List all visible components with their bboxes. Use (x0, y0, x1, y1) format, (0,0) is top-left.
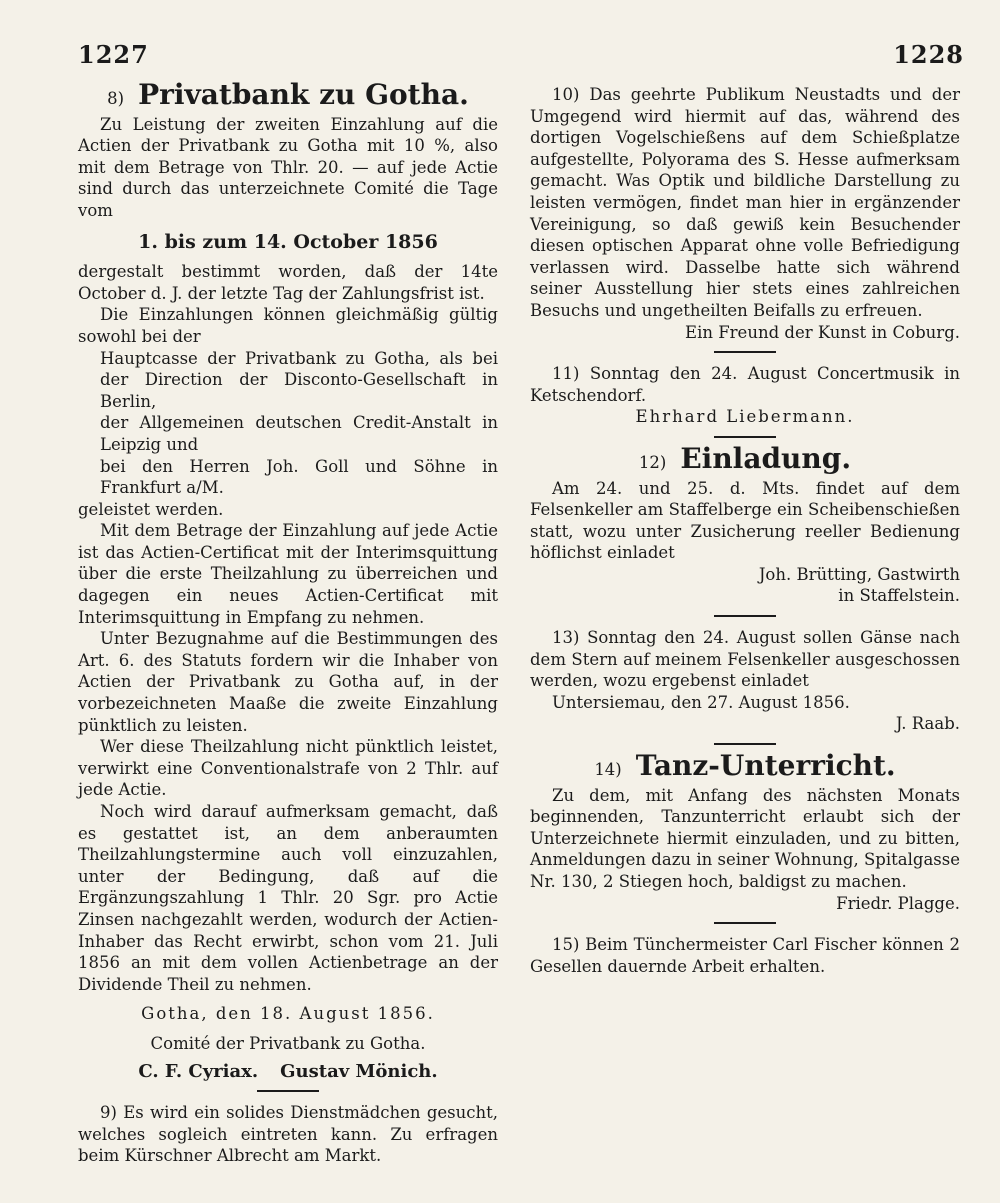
ad-14-heading (530, 749, 960, 783)
ad-number: 12) (638, 452, 667, 472)
ad-number: 8) (107, 89, 125, 108)
ad-13-text: 13) Sonntag den 24. August sollen Gänse nach dem Stern auf meinem Felsenkeller ausgeschossen werden, wozu ergebenst einladet (530, 628, 960, 691)
ad-15-text: 15) Beim Tünchermeister Carl Fischer können 2 Gesellen dauernde Arbeit erhalten. (530, 935, 960, 976)
ad-10-text: 10) Das geehrte Publikum Neustadts und der Umgegend wird hiermit auf das, während des dortigen Vogelschießens auf dem Schießplatze aufgestellte, Polyorama des S. Hesse aufmerksam gemacht. Was Optik und bildliche Darstellung zu leisten vermögen, findet man hier in ergänzender Vereinigung, so daß gewiß kein Besuchender diesen optischen Apparat ohne volle Befriedigung verlassen wird. Dasselbe hatte sich während seiner Ausstellung hier stets eines zahlreichen Besuchs und ungetheilten Beifalls zu erfreuen. (530, 85, 960, 320)
signer: Gustav Mönich. (280, 1060, 438, 1082)
ad-8-payment-place: der Allgemeinen deutschen Credit-Anstalt in Leipzig und (100, 413, 498, 454)
ad-8-paragraph: dergestalt bestimmt worden, daß der 14te October d. J. der letzte Tag der Zahlungsfrist ist. (78, 262, 498, 303)
ad-8-paragraph: Noch wird darauf aufmerksam gemacht, daß es gestattet ist, an dem anberaumten Theilzahlungstermine auch voll einzuzahlen, unter der Bedingung, daß auf die Ergänzungszahlung 1 Thlr. 20 Sgr. pro Actie Zinsen nachgezahlt werden, wodurch der Actien-Inhaber das Recht erwirbt, schon vom 21. Juli 1856 an mit dem vollen Actienbetrage an der Dividende Theil zu nehmen. (78, 802, 498, 994)
page-number-right: 1228 (893, 40, 964, 69)
separator-rule (714, 922, 776, 924)
ad-8-committee: Comité der Privatbank zu Gotha. (150, 1033, 426, 1053)
ad-8-signatures (78, 1061, 498, 1083)
ad-8-payment-place: bei den Herren Joh. Goll und Söhne in Frankfurt a/M. (100, 456, 498, 498)
separator-rule (714, 615, 776, 617)
ad-10-signature: Ein Freund der Kunst in Coburg. (685, 322, 960, 342)
ad-11-signature: Ehrhard Liebermann. (635, 407, 855, 427)
ad-13-signature: J. Raab. (895, 714, 960, 734)
separator-rule (714, 351, 776, 353)
ad-14-signature: Friedr. Plagge. (836, 893, 960, 913)
separator-rule (257, 1090, 319, 1092)
ad-title: Einladung. (680, 441, 852, 475)
ad-8-paragraph: Mit dem Betrage der Einzahlung auf jede Actie ist das Actien-Certificat mit der Interimsquittung über die erste Theilzahlung zu überreichen und dagegen ein neues Actien-Certificat mit Interimsquittung in Empfang zu nehmen. (78, 521, 498, 627)
ad-8-paragraph: Die Einzahlungen können gleichmäßig gültig sowohl bei der (78, 305, 498, 346)
separator-rule (714, 743, 776, 745)
ad-8-payment-place: Hauptcasse der Privatbank zu Gotha, als bei der Direction der Disconto-Gesellschaft in Berlin, (100, 348, 498, 411)
ad-8-dates: 1. bis zum 14. October 1856 (138, 230, 438, 253)
ad-8-paragraph: geleistet werden. (78, 499, 224, 519)
ad-8-paragraph: Wer diese Theilzahlung nicht pünktlich leistet, verwirkt eine Conventionalstrafe von 2 Thlr. auf jede Actie. (78, 737, 498, 800)
ad-title: Tanz-Unterricht. (635, 749, 896, 783)
ad-8-place-date: Gotha, den 18. August 1856. (141, 1004, 435, 1024)
page-number-left: 1227 (78, 40, 149, 69)
right-column (530, 84, 960, 977)
separator-rule (714, 436, 776, 438)
left-column (78, 78, 498, 1167)
ad-11-text: 11) Sonntag den 24. August Concertmusik in Ketschendorf. (530, 364, 960, 405)
ad-12-heading (530, 441, 960, 475)
ad-title: Privatbank zu Gotha. (138, 78, 469, 111)
signer: C. F. Cyriax. (138, 1060, 259, 1082)
ad-8-heading (78, 78, 498, 111)
ad-8-paragraph: Unter Bezugnahme auf die Bestimmungen des Art. 6. des Statuts fordern wir die Inhaber von Actien der Privatbank zu Gotha auf, in der vorbezeichneten Maaße die zweite Einzahlung pünktlich zu leisten. (78, 629, 498, 735)
ad-number: 14) (594, 760, 622, 780)
ad-12-text: Am 24. und 25. d. Mts. findet auf dem Felsenkeller am Staffelberge ein Scheibenschießen statt, wozu unter Zusicherung reeller Bedienung höflichst einladet (530, 478, 960, 563)
ad-12-signature-place: in Staffelstein. (838, 586, 960, 606)
ad-12-signature: Joh. Brütting, Gastwirth (758, 564, 960, 584)
ad-9-text: 9) Es wird ein solides Dienstmädchen gesucht, welches sogleich eintreten kann. Zu erfragen beim Kürschner Albrecht am Markt. (78, 1103, 498, 1166)
ad-13-place-date: Untersiemau, den 27. August 1856. (552, 692, 850, 712)
ad-8-paragraph: Zu Leistung der zweiten Einzahlung auf die Actien der Privatbank zu Gotha mit 10 %, also mit dem Betrage von Thlr. 20. — auf jede Actie sind durch das unterzeichnete Comité die Tage vom (78, 114, 498, 220)
ad-14-text: Zu dem, mit Anfang des nächsten Monats beginnenden, Tanzunterricht erlaubt sich der Unterzeichnete hiermit einzuladen, und zu bitten, Anmeldungen dazu in seiner Wohnung, Spitalgasse Nr. 130, 2 Stiegen hoch, baldigst zu machen. (530, 785, 960, 891)
